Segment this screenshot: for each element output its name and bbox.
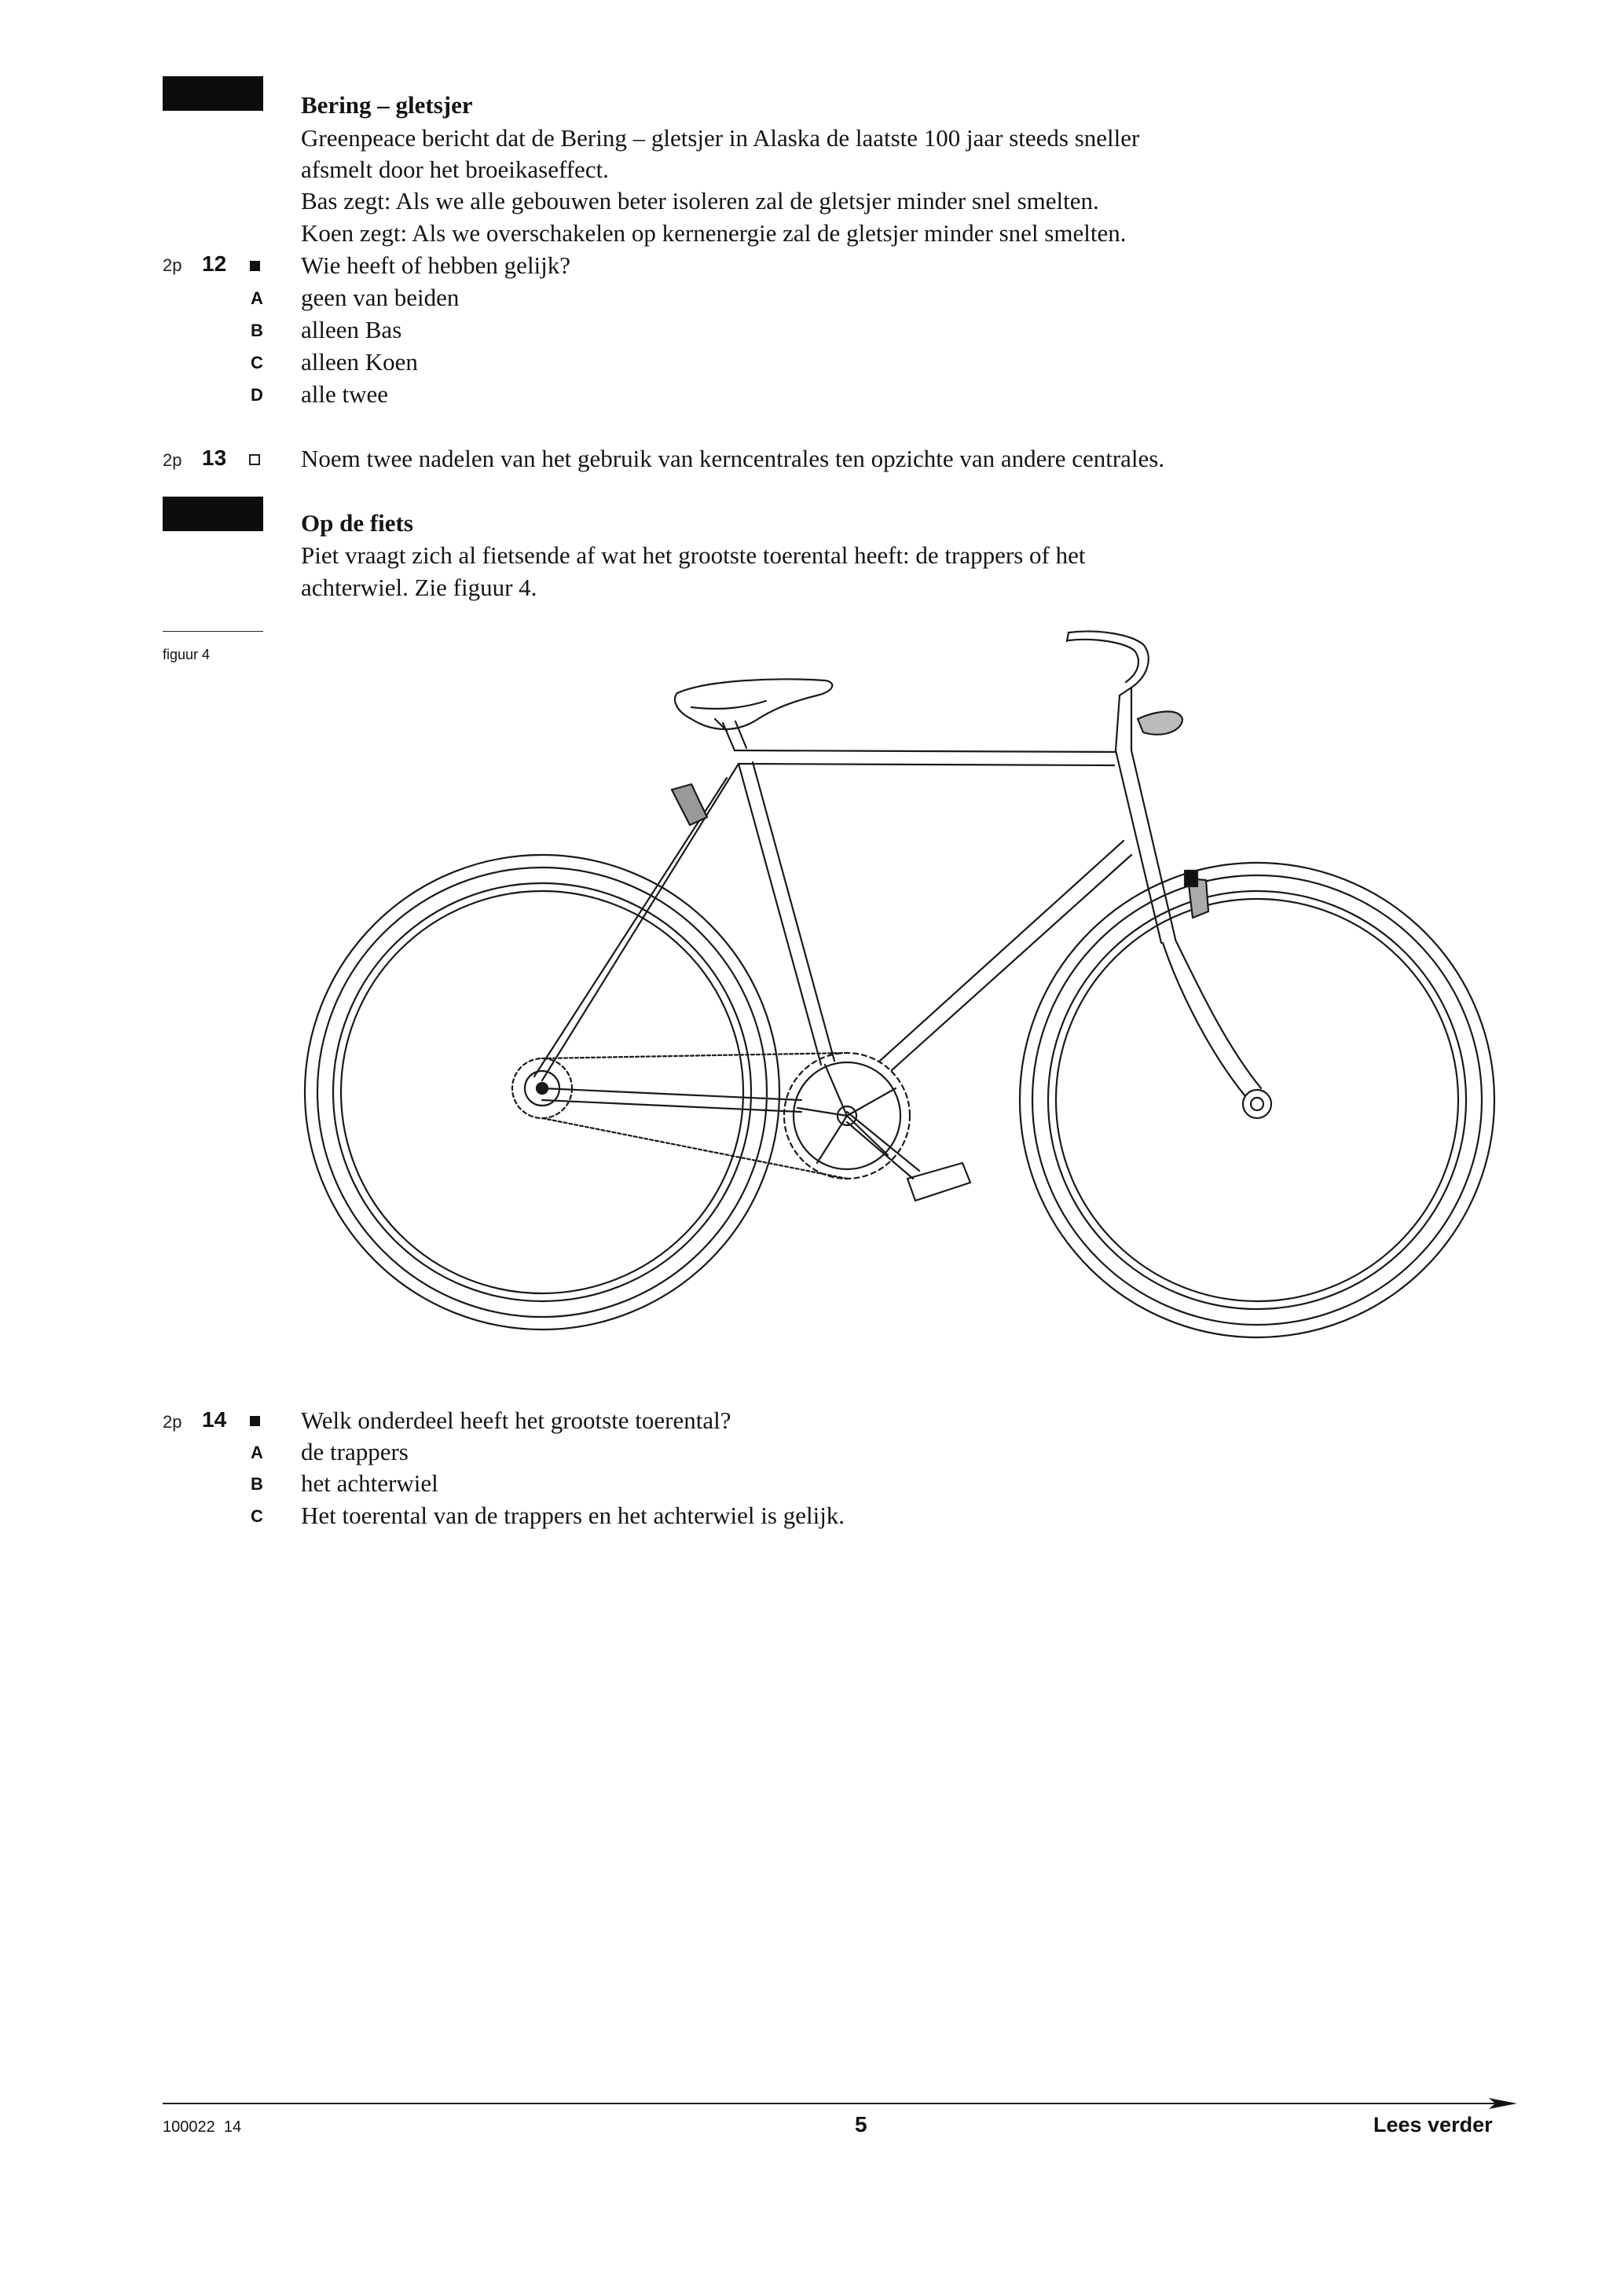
footer-code: 100022 14 (163, 2118, 242, 2136)
rear-sprocket (512, 1058, 572, 1118)
bering-line-4: Koen zegt: Als we overschakelen op kernenergie zal de gletsjer minder snel smelten. (301, 219, 1127, 247)
continue-label: Lees verder (1373, 2113, 1493, 2136)
section-marker-block (163, 497, 263, 531)
saddle (675, 679, 832, 731)
q13-question: Noem twee nadelen van het gebruik van kerncentrales ten opzichte van andere centrales. (301, 445, 1165, 472)
fiets-line-1: Piet vraagt zich al fietsende af wat het grootste toerental heeft: de trappers of het (301, 541, 1086, 569)
q14-option-b-letter: B (251, 1474, 263, 1494)
arrow-right-icon (1489, 2093, 1517, 2114)
bering-line-1: Greenpeace bericht dat de Bering – gletsjer in Alaska de laatste 100 jaar steeds sneller (301, 124, 1140, 152)
q12-closed-marker (250, 261, 260, 271)
page-number: 5 (855, 2112, 867, 2136)
q12-number: 12 (202, 251, 227, 276)
q12-option-d: alle twee (301, 380, 389, 408)
handlebar (1067, 631, 1149, 750)
q13-open-marker (249, 454, 260, 465)
rear-light (672, 784, 707, 825)
figure-divider (163, 631, 263, 632)
q14-option-b: het achterwiel (301, 1469, 438, 1497)
q13-number: 13 (202, 446, 227, 470)
fiets-line-2: achterwiel. Zie figuur 4. (301, 574, 537, 601)
front-wheel (1020, 863, 1494, 1337)
q14-points: 2p (163, 1412, 182, 1432)
q12-option-c: alleen Koen (301, 348, 418, 376)
figure-label: figuur 4 (163, 647, 211, 662)
q12-points: 2p (163, 255, 182, 275)
bicycle-figure (291, 621, 1516, 1367)
q14-option-c: Het toerental van de trappers en het achterwiel is gelijk. (301, 1502, 845, 1529)
q12-option-b: alleen Bas (301, 316, 402, 343)
q12-option-c-letter: C (251, 353, 263, 372)
q14-closed-marker (250, 1416, 260, 1426)
q14-number: 14 (202, 1407, 227, 1432)
q12-option-d-letter: D (251, 385, 263, 405)
q14-option-a-letter: A (251, 1443, 263, 1462)
section-title-fiets: Op de fiets (301, 509, 413, 537)
q14-question: Welk onderdeel heeft het grootste toerental? (301, 1407, 731, 1434)
bicycle-frame (534, 721, 1261, 1112)
q12-option-b-letter: B (251, 321, 263, 340)
q12-option-a: geen van beiden (301, 284, 460, 311)
q14-option-a: de trappers (301, 1438, 409, 1465)
brake-lever (1138, 712, 1182, 735)
footer-rule (163, 2103, 1498, 2104)
q13-points: 2p (163, 450, 182, 470)
bering-line-3: Bas zegt: Als we alle gebouwen beter isoleren zal de gletsjer minder snel smelten. (301, 187, 1099, 215)
section-title-bering: Bering – gletsjer (301, 91, 473, 119)
q14-option-c-letter: C (251, 1506, 263, 1526)
section-marker-block (163, 76, 263, 111)
q12-question: Wie heeft of hebben gelijk? (301, 251, 571, 279)
bering-line-2: afsmelt door het broeikaseffect. (301, 156, 609, 183)
front-hub (1243, 1090, 1271, 1118)
q12-option-a-letter: A (251, 288, 263, 308)
